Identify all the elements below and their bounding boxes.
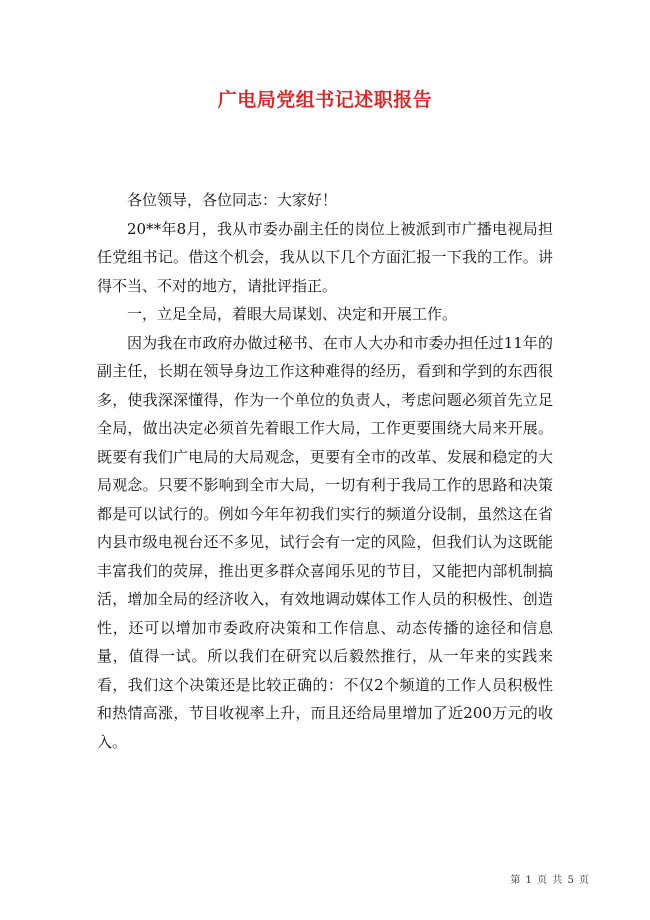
document-body [97,186,553,756]
intro-paragraph: 20**年8月，我从市委办副主任的岗位上被派到市广播电视局担任党组书记。借这个机会，我从以下几个方面汇报一下我的工作。讲得不当、不对的地方，请批评指正。 [97,219,553,295]
greeting-paragraph: 各位领导，各位同志：大家好！ [127,191,338,209]
page-number-footer: 第 1 页 共 5 页 [510,875,590,886]
body-paragraph: 因为我在市政府办做过秘书、在市人大办和市委办担任过11年的副主任，长期在领导身边工作这种难得的经历，看到和学到的东西很多，使我深深懂得，作为一个单位的负责人，考虑问题必须首先立足全局，做出决定必须首先着眼工作大局，工作更要围绕大局来开展。既要有我们广电局的大局观念，更要有全市的改革、发展和稳定的大局观念。只要不影响到全市大局，一切有利于我局工作的思路和决策都是可以试行的。例如今年年初我们实行的频道分设制，虽然这在省内县市级电视台还不多见，试行会有一定的风险，但我们认为这既能丰富我们的荧屏，推出更多群众喜闻乐见的节目，又能把内部机制搞活，增加全局的经济收入，有效地调动媒体工作人员的积极性、创造性，还可以增加市委政府决策和工作信息、动态传播的途径和信息量，值得一试。所以我们在研究以后毅然推行，从一年来的实践来看，我们这个决策还是比较正确的：不仅2个频道的工作人员积极性和热情高涨，节目收视率上升，而且还给局里增加了近200万元的收入。 [97,333,553,751]
section-heading-paragraph: 一，立足全局，着眼大局谋划、决定和开展工作。 [127,305,458,323]
document-title: 广电局党组书记述职报告 [217,89,433,111]
